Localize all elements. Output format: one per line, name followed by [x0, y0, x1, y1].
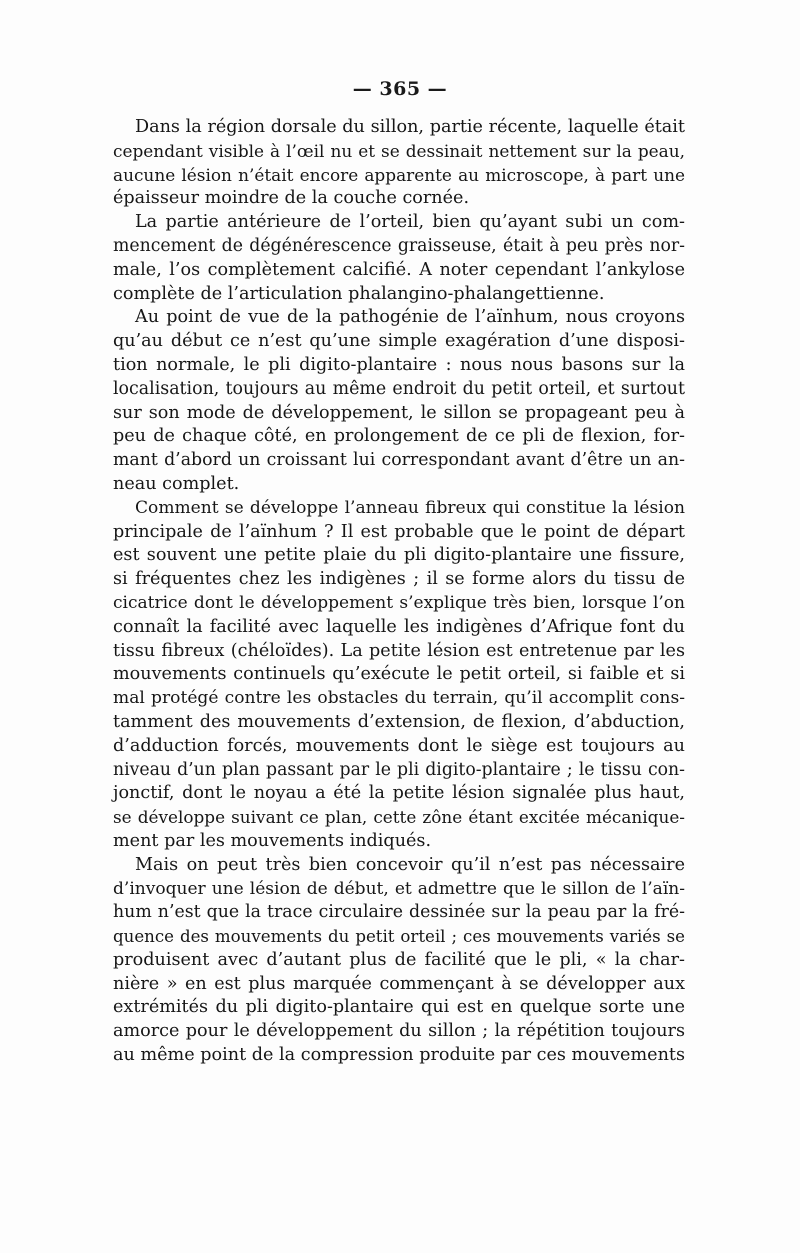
- text-line: cicatrice dont le développement s’explique très bien, lorsque l’on: [113, 592, 685, 613]
- text-line: mal protégé contre les obstacles du terrain, qu’il accomplit cons-: [113, 688, 685, 709]
- text-line: si fréquentes chez les indigènes ; il se forme alors du tissu de: [113, 569, 685, 590]
- text-line: est souvent une petite plaie du pli digito-plantaire une fissure,: [113, 545, 685, 566]
- text-line: nière » en est plus marquée commençant à se développer aux: [113, 973, 685, 994]
- text-line: peu de chaque côté, en prolongement de ce pli de flexion, for-: [113, 426, 685, 447]
- text-line: ment par les mouvements indiqués.: [113, 830, 432, 851]
- text-line: d’adduction forcés, mouvements dont le siège est toujours au: [113, 735, 685, 756]
- text-line: tion normale, le pli digito-plantaire : nous nous basons sur la: [113, 354, 685, 375]
- text-line: se développe suivant ce plan, cette zône étant excitée mécanique-: [113, 807, 685, 828]
- text-line: épaisseur moindre de la couche cornée.: [113, 188, 470, 209]
- text-line: d’invoquer une lésion de début, et admettre que le sillon de l’aïn-: [113, 878, 685, 899]
- text-line: mencement de dégénérescence graisseuse, était à peu près nor-: [113, 235, 685, 256]
- text-line: La partie antérieure de l’orteil, bien qu’ayant subi un com-: [135, 212, 685, 233]
- text-line: tissu fibreux (chéloïdes). La petite lésion est entretenue par les: [113, 640, 685, 661]
- text-line: mant d’abord un croissant lui correspondant avant d’être un an-: [113, 450, 685, 471]
- text-line: connaît la facilité avec laquelle les indigènes d’Afrique font du: [113, 616, 685, 637]
- text-line: neau complet.: [113, 473, 240, 494]
- text-line: aucune lésion n’était encore apparente au microscope, à part une: [113, 164, 685, 185]
- text-line: localisation, toujours au même endroit du petit orteil, et surtout: [113, 378, 685, 399]
- text-line: extrémités du pli digito-plantaire qui est en quelque sorte une: [113, 997, 685, 1018]
- text-line: Comment se développe l’anneau fibreux qui constitue la lésion: [135, 497, 685, 518]
- text-line: au même point de la compression produite par ces mouvements: [113, 1045, 685, 1066]
- text-line: niveau d’un plan passant par le pli digito-plantaire ; le tissu con-: [113, 759, 685, 780]
- text-line: quence des mouvements du petit orteil ; ces mouvements variés se: [113, 927, 685, 947]
- text-line: Au point de vue de la pathogénie de l’aïnhum, nous croyons: [135, 307, 685, 328]
- text-line: amorce pour le développement du sillon ; la répétition toujours: [113, 1021, 685, 1042]
- text-line: male, l’os complètement calcifié. A noter cependant l’ankylose: [113, 259, 685, 280]
- text-line: cependant visible à l’œil nu et se dessinait nettement sur la peau,: [113, 140, 685, 161]
- text-line: qu’au début ce n’est qu’une simple exagération d’une disposi-: [113, 331, 685, 352]
- text-line: Mais on peut très bien concevoir qu’il n’est pas nécessaire: [135, 854, 685, 875]
- page-number: — 365 —: [352, 78, 448, 100]
- text-line: Dans la région dorsale du sillon, partie récente, laquelle était: [135, 117, 685, 137]
- text-line: complète de l’articulation phalangino-phalangettienne.: [113, 283, 605, 304]
- text-line: mouvements continuels qu’exécute le petit orteil, si faible et si: [113, 664, 685, 685]
- text-line: jonctif, dont le noyau a été la petite lésion signalée plus haut,: [113, 783, 685, 804]
- text-line: principale de l’aïnhum ? Il est probable que le point de départ: [113, 521, 685, 542]
- text-line: produisent avec d’autant plus de facilité que le pli, « la char-: [113, 949, 685, 970]
- text-line: sur son mode de développement, le sillon se propageant peu à: [113, 402, 685, 423]
- text-line: hum n’est que la trace circulaire dessinée sur la peau par la fré-: [113, 902, 685, 923]
- text-line: tamment des mouvements d’extension, de flexion, d’abduction,: [113, 711, 685, 732]
- body-text: [113, 116, 685, 1068]
